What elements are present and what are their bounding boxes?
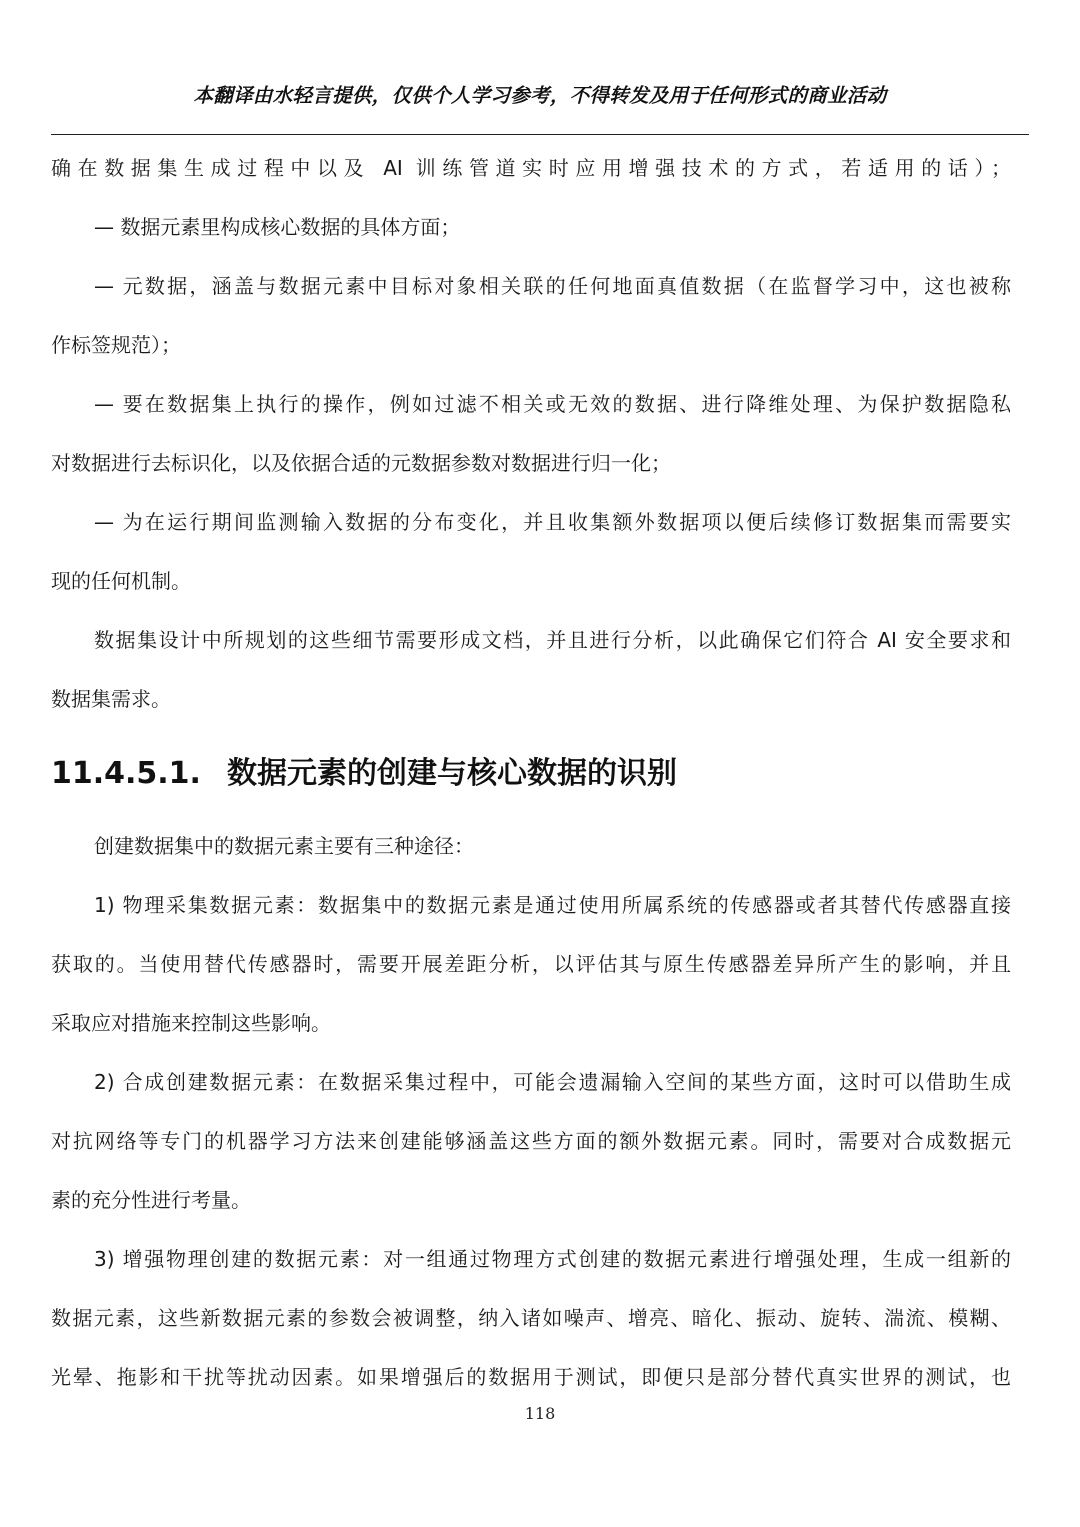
page-number: 118: [524, 1404, 556, 1423]
body-line: 光晕、拖影和干扰等扰动因素。如果增强后的数据用于测试，即便只是部分替代真实世界的测试，也: [51, 1365, 1011, 1389]
list-item-core-data: — 数据元素里构成核心数据的具体方面；: [94, 215, 461, 239]
list-item-augmented: 3) 增强物理创建的数据元素：对一组通过物理方式创建的数据元素进行增强处理，生成一组新的: [94, 1247, 1011, 1271]
section-title: 数据元素的创建与核心数据的识别: [226, 756, 677, 791]
body-line: 采取应对措施来控制这些影响。: [51, 1011, 331, 1035]
section-intro: 创建数据集中的数据元素主要有三种途径：: [94, 834, 474, 858]
section-heading: [51, 752, 677, 796]
body-line: 数据元素，这些新数据元素的参数会被调整，纳入诸如噪声、增亮、暗化、振动、旋转、湍流、模糊、: [51, 1306, 1011, 1330]
body-line: 对抗网络等专门的机器学习方法来创建能够涵盖这些方面的额外数据元素。同时，需要对合成数据元: [51, 1129, 1011, 1153]
list-item-monitoring: — 为在运行期间监测输入数据的分布变化，并且收集额外数据项以便后续修订数据集而需要实: [94, 510, 1011, 534]
body-line: 数据集需求。: [51, 687, 171, 711]
section-number: 11.4.5.1.: [51, 756, 201, 791]
paragraph-documentation: 数据集设计中所规划的这些细节需要形成文档，并且进行分析，以此确保它们符合 AI 安全要求和: [94, 628, 1011, 652]
list-item-synthetic: 2) 合成创建数据元素：在数据采集过程中，可能会遗漏输入空间的某些方面，这时可以借助生成: [94, 1070, 1011, 1094]
header-divider: [51, 134, 1029, 135]
body-line: 对数据进行去标识化，以及依据合适的元数据参数对数据进行归一化；: [51, 451, 671, 475]
body-line: 获取的。当使用替代传感器时，需要开展差距分析，以评估其与原生传感器差异所产生的影响，并且: [51, 952, 1011, 976]
body-line: 现的任何机制。: [51, 569, 191, 593]
list-item-operations: — 要在数据集上执行的操作，例如过滤不相关或无效的数据、进行降维处理、为保护数据隐私: [94, 392, 1011, 416]
body-line: 素的充分性进行考量。: [51, 1188, 251, 1212]
body-line: 作标签规范）；: [51, 333, 181, 357]
list-item-physical: 1) 物理采集数据元素：数据集中的数据元素是通过使用所属系统的传感器或者其替代传感器直接: [94, 893, 1011, 917]
body-line: 确在数据集生成过程中以及 AI 训练管道实时应用增强技术的方式，若适用的话）；: [51, 156, 1011, 180]
translation-notice: 本翻译由水轻言提供，仅供个人学习参考，不得转发及用于任何形式的商业活动: [193, 84, 887, 107]
list-item-metadata: — 元数据，涵盖与数据元素中目标对象相关联的任何地面真值数据（在监督学习中，这也被称: [94, 274, 1011, 298]
